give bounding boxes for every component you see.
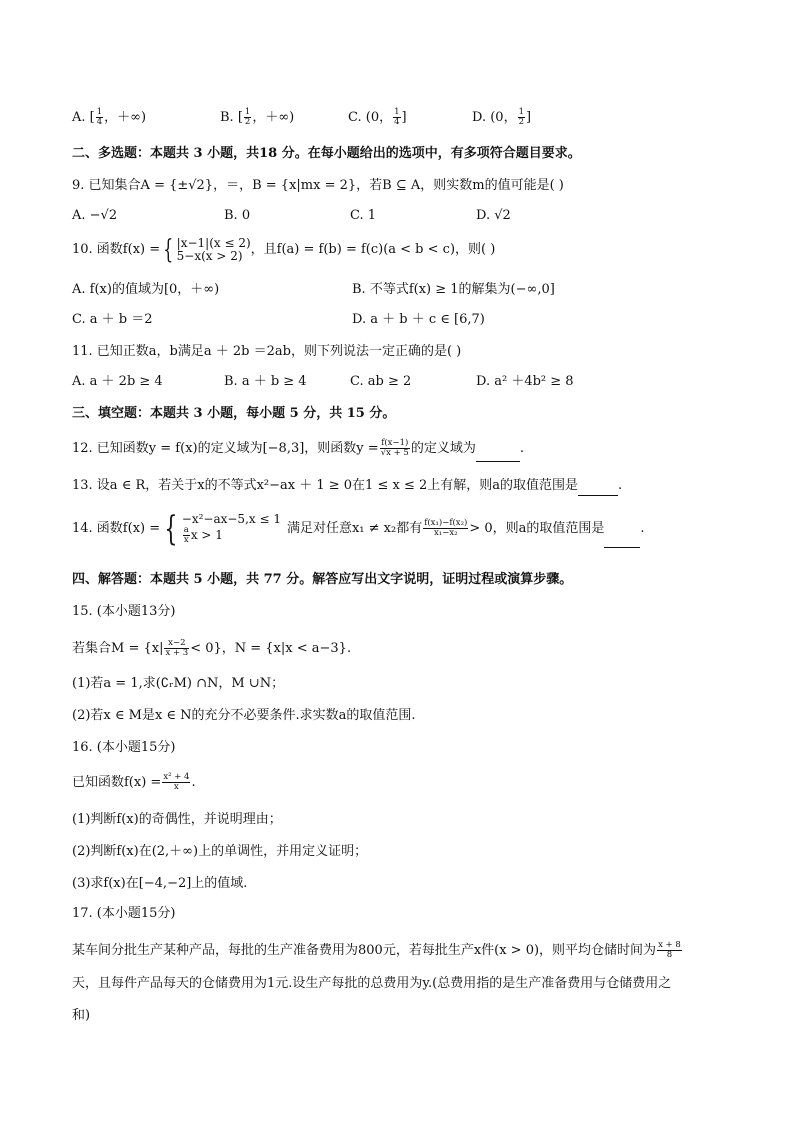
- q10-options-row2: [72, 310, 734, 330]
- q15-title: 15. (本小题13分): [72, 604, 176, 619]
- q17-line3: 和): [72, 1008, 91, 1023]
- q13-answer-blank: [578, 481, 618, 496]
- q11-option-a: A. a ＋ 2b ≥ 4: [72, 374, 163, 389]
- q15-stem: 若集合M = {x| $\frac{x-2}{x + 3}$ < 0}，N = {x|x < a−3}.: [72, 638, 352, 658]
- q10-option-d: D. a ＋ b ＋ c ∈ [6,7): [352, 312, 485, 327]
- q10-option-c: C. a ＋ b ＝2: [72, 312, 153, 327]
- q9-option-b: B. 0: [224, 208, 251, 223]
- section-heading-answer: 四、解答题：本题共 5 小题，共 77 分。解答应写出文字说明，证明过程或演算步骤。: [72, 572, 573, 587]
- q15-part2: (2)若x ∈ M是x ∈ N的充分不必要条件.求实数a的取值范围.: [72, 708, 416, 723]
- q14-stem: 14. 函数f(x) = { −x²−ax−5,x ≤ 1 $\frac{a}{x}$ x > 1 满足对任意x₁ ≠ x₂都有 $\frac{\text{f(x₁)−f(x₂)}}{\text{x₁−x₂}}$ > 0，则a的取值范围是 .: [72, 508, 645, 549]
- q9-stem: 9. 已知集合A = {±√2}，＝，B = {x|mx = 2}，若B ⊆ A，则实数m的值可能是( ): [72, 178, 564, 193]
- q17-line2: 天，且每件产品每天的仓储费用为1元.设生产每批的总费用为y.(总费用指的是生产准备费用与仓储费用之: [72, 976, 672, 991]
- q8-option-c: C. (0， $\frac{1}{4}$ ]: [348, 107, 407, 127]
- q11-stem: 11. 已知正数a，b满足a ＋ 2b ＝2ab，则下列说法一定正确的是( ): [72, 344, 462, 359]
- q11-options: [72, 372, 734, 392]
- q16-stem: 已知函数f(x) = $\frac{\text{x² + 4}}{x}$ .: [72, 772, 196, 792]
- q17-line1: 某车间分批生产某种产品，每批的生产准备费用为800元，若每批生产x件(x > 0)，则平均仓储时间为 $\frac{x + 8}{8}$: [72, 940, 681, 960]
- q8-option-a: A. [ $\frac{1}{4}$ ，＋∞): [72, 107, 147, 127]
- q9-option-c: C. 1: [350, 208, 377, 223]
- q17-title: 17. (本小题15分): [72, 906, 176, 921]
- q12-answer-blank: [476, 447, 520, 462]
- q11-option-b: B. a ＋ b ≥ 4: [224, 374, 307, 389]
- q8-option-b: B. [ $\frac{1}{2}$ ，＋∞): [220, 107, 295, 127]
- q9-options: [72, 206, 734, 226]
- q13-stem: 13. 设a ∈ R，若关于x的不等式x²−ax ＋ 1 ≥ 0在1 ≤ x ≤ 2上有解，则a的取值范围是 .: [72, 476, 622, 496]
- q10-options-row1: [72, 280, 734, 300]
- q14-answer-blank: [604, 533, 640, 548]
- q11-option-c: C. ab ≥ 2: [350, 374, 412, 389]
- q16-part2: (2)判断f(x)在(2,＋∞)上的单调性，并用定义证明；: [72, 844, 368, 859]
- q16-part1: (1)判断f(x)的奇偶性，并说明理由；: [72, 812, 282, 827]
- q12-stem: 12. 已知函数y = f(x)的定义域为[−8,3]，则函数y = $\frac{f(x-1)}{√x + 5}$ 的定义域为 .: [72, 436, 524, 462]
- q8-options: [72, 108, 734, 128]
- q10-option-a: A. f(x)的值域为[0，＋∞): [72, 282, 220, 297]
- q15-part1: (1)若a = 1,求(∁ᵣM) ∩N，M ∪N；: [72, 676, 285, 691]
- q9-option-d: D. √2: [476, 208, 511, 223]
- q9-option-a: A. −√2: [72, 208, 118, 223]
- q16-part3: (3)求f(x)在[−4,−2]上的值域.: [72, 876, 248, 891]
- q10-option-b: B. 不等式f(x) ≥ 1的解集为(−∞,0]: [352, 282, 555, 297]
- section-heading-multi-choice: 二、多选题：本题共 3 小题，共18 分。在每小题给出的选项中，有多项符合题目要求。: [72, 146, 581, 161]
- q11-option-d: D. a² ＋4b² ≥ 8: [476, 374, 574, 389]
- q8-option-d: D. (0， $\frac{1}{2}$ ]: [472, 107, 532, 127]
- q16-title: 16. (本小题15分): [72, 740, 176, 755]
- section-heading-fill-blank: 三、填空题：本题共 3 小题，每小题 5 分，共 15 分。: [72, 406, 396, 421]
- q10-stem: 10. 函数f(x) = { |x−1|(x ≤ 2) 5−x(x > 2) ，且f(a) = f(b) = f(c)(a < b < c)，则( ): [72, 234, 496, 265]
